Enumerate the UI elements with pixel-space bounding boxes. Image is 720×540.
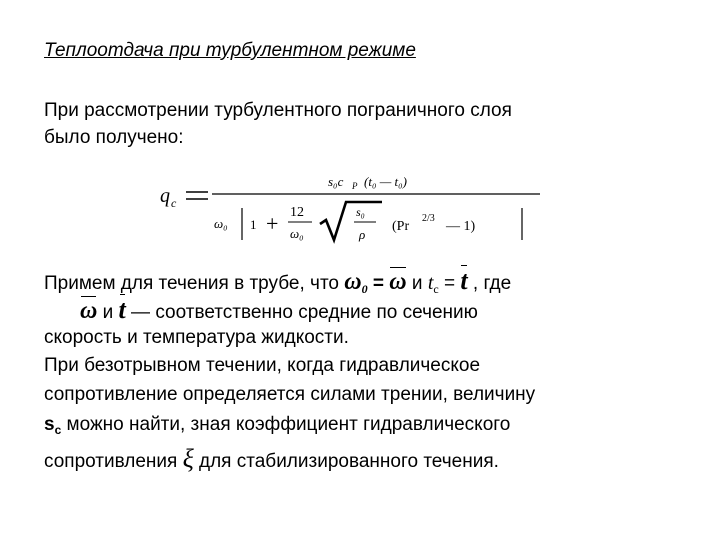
para2-line-3-text: можно найти, зная коэффициент гидравлического xyxy=(61,414,511,435)
formula-numerator-sub: P xyxy=(352,181,358,191)
intro-line-2: было получено: xyxy=(44,127,184,148)
formula-w0-small: ω₀ xyxy=(290,226,304,241)
para2-line-4-text-b: для стабилизированного течения. xyxy=(193,451,499,472)
formula-lhs: q xyxy=(160,185,170,207)
formula-s0: s₀ xyxy=(356,205,365,219)
para1-line-3: скорость и температура жидкости. xyxy=(44,327,349,348)
para1-end: , где xyxy=(467,273,512,294)
para1-equals: = xyxy=(367,273,390,294)
intro-line-1: При рассмотрении турбулентного пограничного слоя xyxy=(44,100,512,121)
omega-zero-sub: 0 xyxy=(361,282,368,296)
formula-pr-tail: — 1) xyxy=(446,219,476,234)
formula-one: 1 xyxy=(250,217,257,232)
t-bar-symbol: t xyxy=(460,266,468,295)
para1-and-2: и xyxy=(97,302,119,323)
formula-radical xyxy=(320,202,382,240)
omega-bar-symbol-2: ω xyxy=(80,298,98,324)
para1-equals-2: = xyxy=(438,273,461,294)
para2-line-4 xyxy=(44,445,499,472)
omega-bar-symbol: ω xyxy=(389,269,407,295)
t-bar-symbol-2: t xyxy=(118,295,126,324)
para1-line-2 xyxy=(80,296,478,323)
formula-w0: ω₀ xyxy=(214,216,228,231)
intro-paragraph xyxy=(44,97,684,151)
formula-image xyxy=(160,168,560,248)
formula-pr-term: (Pr xyxy=(392,219,410,234)
xi-symbol: ξ xyxy=(182,444,194,473)
para1-and: и xyxy=(406,273,428,294)
formula-plus: + xyxy=(266,211,279,236)
sc-symbol: s xyxy=(44,414,55,435)
formula-numerator: s₀c xyxy=(328,174,344,189)
para2-line-4-text-a: сопротивления xyxy=(44,451,183,472)
para2-line-1: При безотрывном течении, когда гидравлическое xyxy=(44,355,481,376)
page-title: Теплоотдача при турбулентном режиме xyxy=(44,40,416,61)
heat-flux-formula xyxy=(160,168,560,248)
formula-lhs-sub: c xyxy=(171,196,177,210)
para2-line-2: сопротивление определяется силами трении, величину xyxy=(44,384,536,405)
sc-sub: c xyxy=(54,423,62,437)
para1-text-a: Примем для течения в трубе, что xyxy=(44,273,345,294)
omega-zero-letter: ω xyxy=(344,269,362,295)
formula-numerator-rest: (t₀ — t₀) xyxy=(364,174,407,189)
para2-line-3 xyxy=(44,411,510,438)
tc-letter: t xyxy=(427,272,434,294)
formula-rho: ρ xyxy=(359,227,366,242)
para1-line-2-text: — соответственно средние по сечению xyxy=(125,302,478,323)
para1-line-1 xyxy=(44,267,511,294)
formula-pr-exp: 2/3 xyxy=(422,213,435,224)
tc-sub: c xyxy=(433,282,439,296)
formula-twelve: 12 xyxy=(290,205,304,220)
